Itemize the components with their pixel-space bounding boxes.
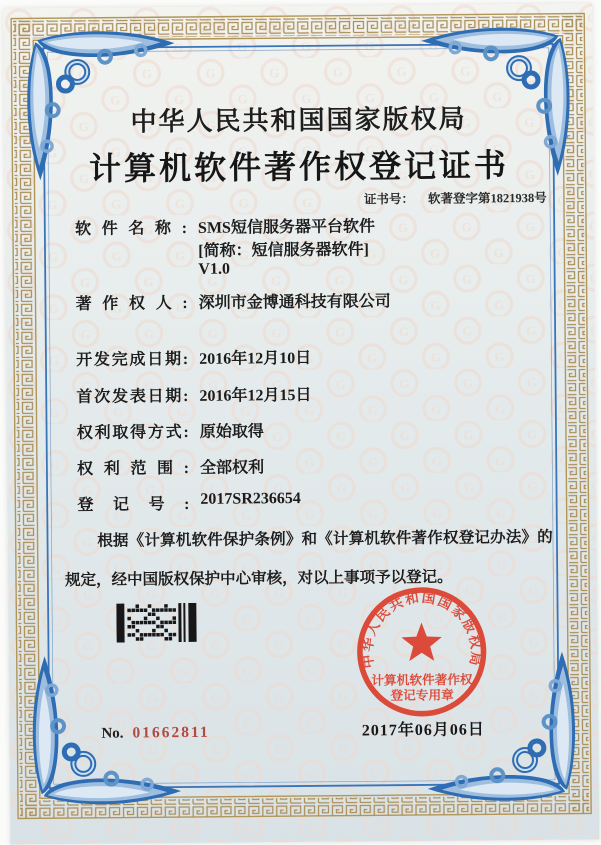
field-software-name [75, 213, 375, 239]
seal-ring-text: 中华人民共和国国家版权局 [359, 589, 484, 670]
registration-statement: 根据《计算机软件保护条例》和《计算机软件著作权登记办法》的规定，经中国版权保护中心审核，对以上事项予以登记。 [65, 528, 553, 590]
serial-prefix: No. [101, 725, 124, 742]
field-label: 首次发表日期: [76, 387, 189, 406]
certificate-page [3, 3, 599, 844]
field-first-publish-date [76, 382, 311, 407]
issuer-title: 中华人民共和国国家版权局 [130, 104, 467, 137]
field-value: 全部权利 [200, 459, 265, 477]
field-label: 权利范围: [77, 459, 190, 478]
issue-date: 2017年06月06日 [361, 721, 485, 740]
software-short-name: [简称：短信服务器软件] [198, 241, 369, 260]
field-label: 登记号: [77, 495, 190, 514]
field-label: 权利取得方式: [76, 423, 189, 442]
field-value: SMS短信服务器平台软件 [197, 218, 375, 237]
barcode [116, 603, 198, 643]
field-value: 2017SR236654 [200, 490, 301, 508]
field-value: 深圳市金博通科技有限公司 [198, 293, 391, 312]
field-label: 软件名称: [74, 219, 188, 238]
certificate-title: 计算机软件著作权登记证书 [88, 147, 510, 187]
field-value: 原始取得 [199, 423, 264, 441]
official-seal [344, 578, 499, 733]
field-rights-scope [77, 454, 264, 479]
field-value: 2016年12月10日 [199, 349, 312, 368]
field-registration-number [77, 490, 301, 515]
field-value: 2016年12月15日 [199, 386, 312, 405]
certificate-number-value: 软著登字第1821938号 [427, 190, 547, 206]
field-copyright-owner [76, 288, 391, 314]
serial-number-line [101, 724, 209, 743]
seal-star-icon [401, 622, 442, 661]
certificate-number-line [205, 188, 547, 209]
seal-line1: 计算机软件著作权 [371, 672, 473, 688]
field-rights-acquisition [77, 418, 264, 443]
field-label: 开发完成日期: [76, 350, 189, 369]
serial-number: 01662811 [132, 723, 210, 742]
certificate-number-label: 证书号： [363, 192, 415, 207]
software-version: V1.0 [198, 260, 231, 278]
seal-line2: 登记专用章 [390, 688, 454, 703]
field-label: 著作权人: [75, 294, 188, 313]
field-dev-complete-date [76, 345, 311, 370]
